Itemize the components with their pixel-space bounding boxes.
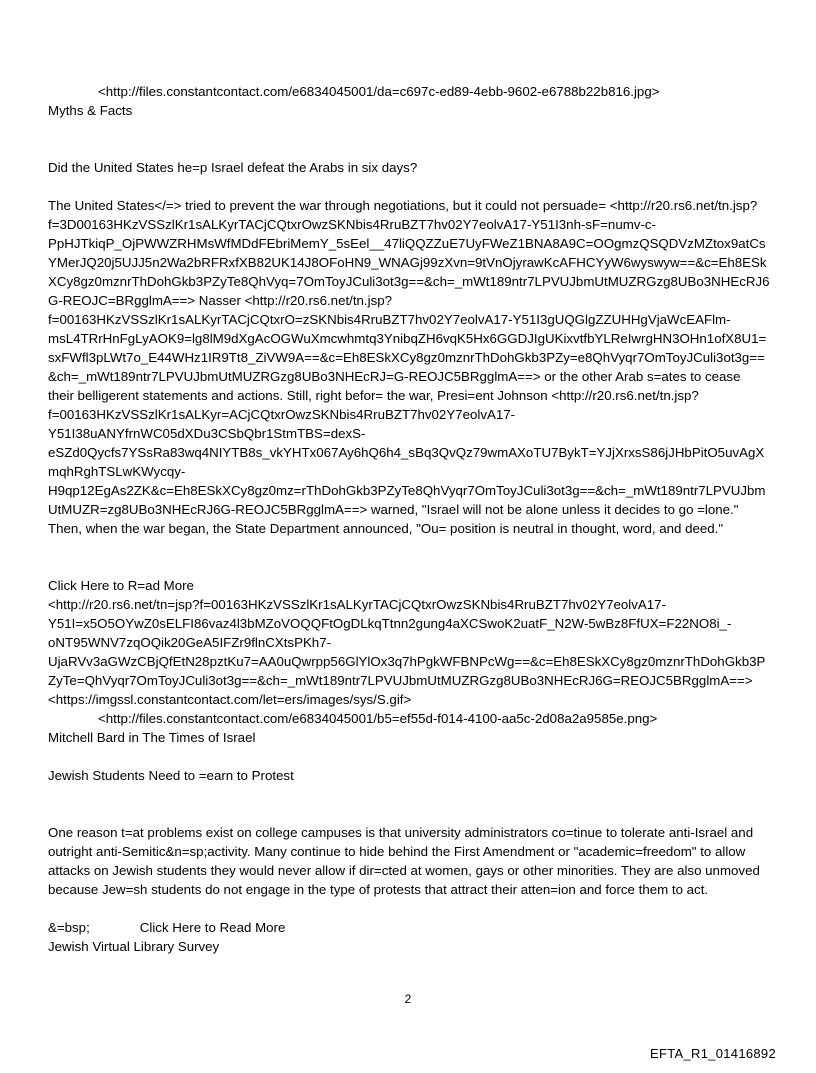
document-id: EFTA_R1_01416892 <box>650 1046 776 1061</box>
page-number: 2 <box>404 992 412 1006</box>
section-title: Mitchell Bard in The Times of Israel <box>48 730 256 745</box>
read-more-link[interactable]: Click Here to R=ad More <box>48 578 194 593</box>
article-headline: Jewish Students Need to =earn to Protest <box>48 768 294 783</box>
nbsp-entity: &=bsp; <box>48 920 90 935</box>
image-url: <http://files.constantcontact.com/e6834045001/b5=ef55d-f014-4100-aa5c-2d08a2a9585e.png> <box>98 711 658 726</box>
article-paragraph: One reason t=at problems exist on college campuses is that university administrators co=tinue to tolerate anti-Israel and outright anti-Semitic&n=sp;activity. Many continue to hide behind the First Amendment or "academic=freedom" to allow attacks on Jewish students they would never allow if dir=cted at women, gays or other minorities. They are also unmoved because Jew=sh students do not engage in the type of protests that attract their atten=ion and force them to act. <box>48 825 760 897</box>
article-paragraph: The United States</=> tried to prevent the war through negotiations, but it could not persuade= <http://r20.rs6.net/tn.jsp?f=3D00163HKzVSSzlKr1sALKyrTACjCQtxrOwzSKNbis4RruBZT7hv02Y7eolvA17-Y51I3nh-sF=numv-c-PpHJTkiqP_OjPWWZRHMsWfMDdFEbriMemY_5sEel__47liQQZZuE7UyFWeZ1BNA8A9C=OOgmzQSQDVzMZtox9atCsYMerJQ20j5UJJ5n2Wa2bRFRxfXB82UK14J8OFoHN9_WNAGj99zXvn=9tVnOjyrawKcAFHCYyW6wyswyw==&c=Eh8ESkXCy8gz0mznrThDohGkb3PZyTe8QhVyq=7OmToyJCuli3ot3g==&ch=_mWt189ntr7LPVUJbmUtMUZRGzg8UBo3NHEcRJ6G-REOJC=BRgglmA==> Nasser <http://r20.rs6.net/tn.jsp?f=00163HKzVSSzlKr1sALKyrTACjCQtxrO=zSKNbis4RruBZT7hv02Y7eolvA17-Y51I3gUQGlgZZUHHgVjaWcEAFlm-msL4TRrHnFgLyAOK9=lg8lM9dXgAcOGWuXmcwhmtq3YnibqZH6vqK5Hx6GGDJIgUKixvtfbYLReIwrgHN3OHn1ofX8U1=sxFWfl3pLWt7o_E44WHz1IR9Tt8_ZiVW9A==&c=Eh8ESkXCy8gz0mznrThDohGkb3PZy=e8QhVyqr7OmToyJCuli3ot3g==&ch=_mWt189ntr7LPVUJbmUtMUZRGzg8UBo3NHEcRJ=G-REOJC5BRgglmA==> or the other Arab s=ates to cease their belligerent statements and actions. Still, right befor= the war, Presi=ent Johnson <http://r20.rs6.net/tn.jsp?f=00163HKzVSSzlKr1sALKyr=ACjCQtxrOwzSKNbis4RruBZT7hv02Y7eolvA17-Y51I38uANYfrnWC05dXDu3CSbQbr1StmTBS=dexS-eSZd0Qycfs7YSsRa83wq4NIYTB8s_vkYHTx067Ay6hQ6h4_sBq3QvQz79wmAXoTU7BykT=YJjXrxsS86jJHbPitO5uvAgXmqhRghTSLwKWycqy-H9qp12EgAs2ZK&c=Eh8ESkXCy8gz0mz=rThDohGkb3PZyTe8QhVyqr7OmToyJCuli3ot3g==&ch=_mWt189ntr7LPVUJbmUtMUZR=zg8UBo3NHEcRJ6G-REOJC5BRgglmA==> warned, "Israel will not be alone unless it decides to go =lone." Then, when the war began, the State Department announced, "Ou= position is neutral in thought, word, and deed." <box>48 198 770 536</box>
question-heading: Did the United States he=p Israel defeat the Arabs in six days? <box>48 160 418 175</box>
section-title: Jewish Virtual Library Survey <box>48 939 220 954</box>
image-url: <http://files.constantcontact.com/e6834045001/da=c697c-ed89-4ebb-9602-e6788b22b816.jpg> <box>98 84 660 99</box>
section-title: Myths & Facts <box>48 103 133 118</box>
spacer-image-url: <https://imgssl.constantcontact.com/let=ers/images/sys/S.gif> <box>48 692 412 707</box>
read-more-url[interactable]: <http://r20.rs6.net/tn=jsp?f=00163HKzVSSzlKr1sALKyrTACjCQtxrOwzSKNbis4RruBZT7hv02Y7eolvA17-Y51I=x5O5OYwZ0sELFI86vaz4l3bMZoVOQQFtOgDLkqTtnn2gung4aXCSwoK2uatF_N2W-5wBz8FfUX=F22NO8i_-oNT95WNV7zqOQik20GeA5IFZr9flnCXtsPKh7-UjaRVv3aGWzCBjQfEtN28pztKu7=AA0uQwrpp56GlYlOx3q7hPgkWFBNPcWg==&c=Eh8ESkXCy8gz0mznrThDohGkb3PZyTe=QhVyqr7OmToyJCuli3ot3g==&ch=_mWt189ntr7LPVUJbmUtMUZRGzg8UBo3NHEcRJ6G=REOJC5BRgglmA==> <box>48 597 766 688</box>
email-body <box>48 82 770 956</box>
read-more-row <box>48 918 770 937</box>
read-more-link[interactable]: Click Here to Read More <box>139 920 286 935</box>
